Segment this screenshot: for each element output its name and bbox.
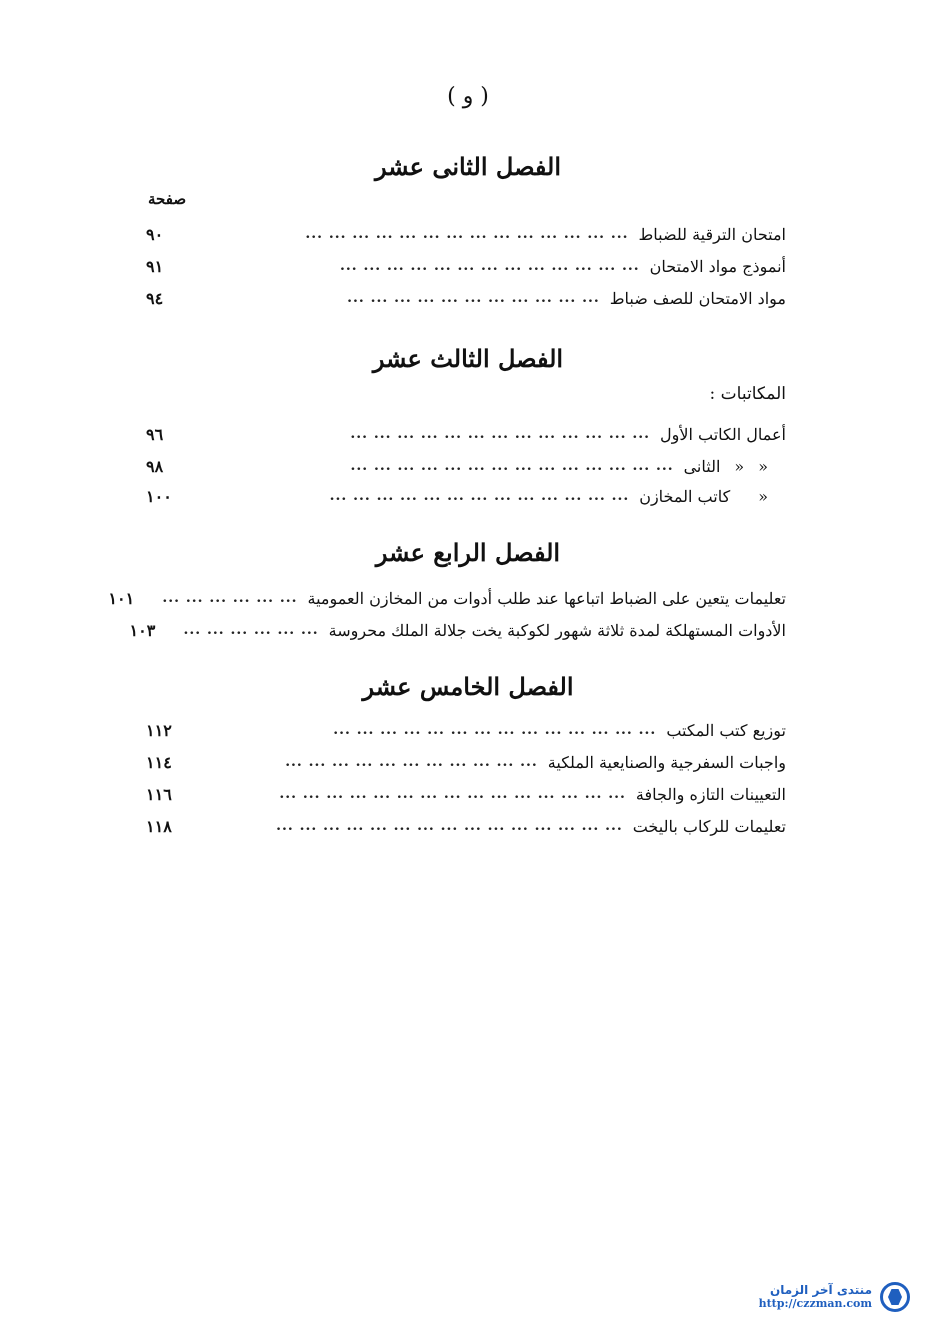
chapter-title-15: الفصل الخامس عشر [362,672,574,701]
toc-leader-dots: ... ... ... ... ... ... [183,622,319,638]
chapter-title-13: الفصل الثالث عشر [372,344,564,373]
toc-leader-dots: ... ... ... ... ... ... ... ... ... ... ... ... ... ... [333,722,657,738]
toc-page-number: ١٠١ [108,588,135,608]
toc-leader-dots: ... ... ... ... ... ... ... ... ... ... ... ... ... ... ... [279,786,626,802]
toc-entry-label-group [639,487,786,506]
toc-entry-label: الأدوات المستهلكة لمدة ثلاثة شهور لكوكبة يخت جلالة الملك محروسة [328,620,786,640]
toc-entry-label: امتحان الترقية للضباط [638,224,786,244]
toc-page-number: ١١٤ [146,752,172,772]
site-watermark-text [759,1284,872,1309]
toc-entry-label: كاتب المخازن [639,486,731,506]
toc-entry [146,750,786,774]
toc-entry [108,586,786,610]
toc-leader-dots: ... ... ... ... ... ... ... ... ... ... ... ... ... [329,488,630,504]
site-name: منتدى آخر الزمان [770,1283,872,1298]
section-subheading: المكاتبات : [709,384,786,404]
toc-leader-dots: ... ... ... ... ... ... ... ... ... ... ... ... ... ... [350,458,674,474]
toc-leader-dots: ... ... ... ... ... ... ... ... ... ... ... [347,290,600,306]
toc-entry-label: تعليمات يتعين على الضباط اتباعها عند طلب أدوات من المخازن العمومية [307,588,786,608]
toc-page-number: ١١٨ [146,816,172,836]
ditto-mark: « [758,486,768,506]
toc-entry [146,254,786,278]
toc-entry-label-group [684,457,786,476]
forum-logo-icon [880,1282,910,1312]
toc-leader-dots: ... ... ... ... ... ... ... ... ... ... ... ... ... [340,258,640,274]
toc-entry-label: الثانى [683,456,721,476]
toc-page-number: ١٠٠ [146,486,172,506]
toc-leader-dots: ... ... ... ... ... ... [162,590,298,606]
toc-entry [146,454,786,478]
ditto-mark: « [734,456,745,476]
toc-entry-label: مواد الامتحان للصف ضباط [609,288,786,308]
ditto-mark: « [758,456,768,476]
toc-page-number: ٩٠ [146,224,164,244]
toc-entry-label: أعمال الكاتب الأول [659,424,786,444]
toc-entry-label: تعليمات للركاب باليخت [632,816,786,836]
toc-entry [146,718,786,742]
chapter-title-12: الفصل الثانى عشر [374,152,561,181]
toc-page-number: ١٠٣ [129,620,156,640]
page-number: ( و ) [447,84,489,109]
site-url-link[interactable]: http://czzman.com [758,1296,872,1310]
page-column-label: صفحة [148,190,187,208]
toc-entry [129,618,786,642]
toc-page-number: ١١٢ [146,720,172,740]
toc-entry-label: واجبات السفرجية والصنايعية الملكية [547,752,786,772]
toc-leader-dots: ... ... ... ... ... ... ... ... ... ... ... ... ... ... [305,226,629,242]
site-watermark[interactable] [759,1282,910,1312]
toc-leader-dots: ... ... ... ... ... ... ... ... ... ... ... ... ... [350,426,650,442]
toc-page-number: ٩١ [146,256,164,276]
toc-entry [146,484,786,508]
toc-page-number: ٩٦ [146,424,164,444]
toc-leader-dots: ... ... ... ... ... ... ... ... ... ... ... ... ... ... ... [276,818,623,834]
toc-page-number: ١١٦ [146,784,172,804]
toc-entry-label: توزيع كتب المكتب [666,720,786,740]
toc-entry [146,222,786,246]
toc-page-number: ٩٨ [146,456,164,476]
toc-entry [146,782,786,806]
toc-page-number: ٩٤ [146,288,164,308]
toc-entry [146,422,786,446]
toc-leader-dots: ... ... ... ... ... ... ... ... ... ... ... [285,754,538,770]
toc-entry-label: التعيينات التازه والجافة [635,784,786,804]
toc-entry [146,286,786,310]
toc-entry [146,814,786,838]
toc-entry-label: أنموذج مواد الامتحان [649,256,786,276]
chapter-title-14: الفصل الرابع عشر [375,538,561,567]
